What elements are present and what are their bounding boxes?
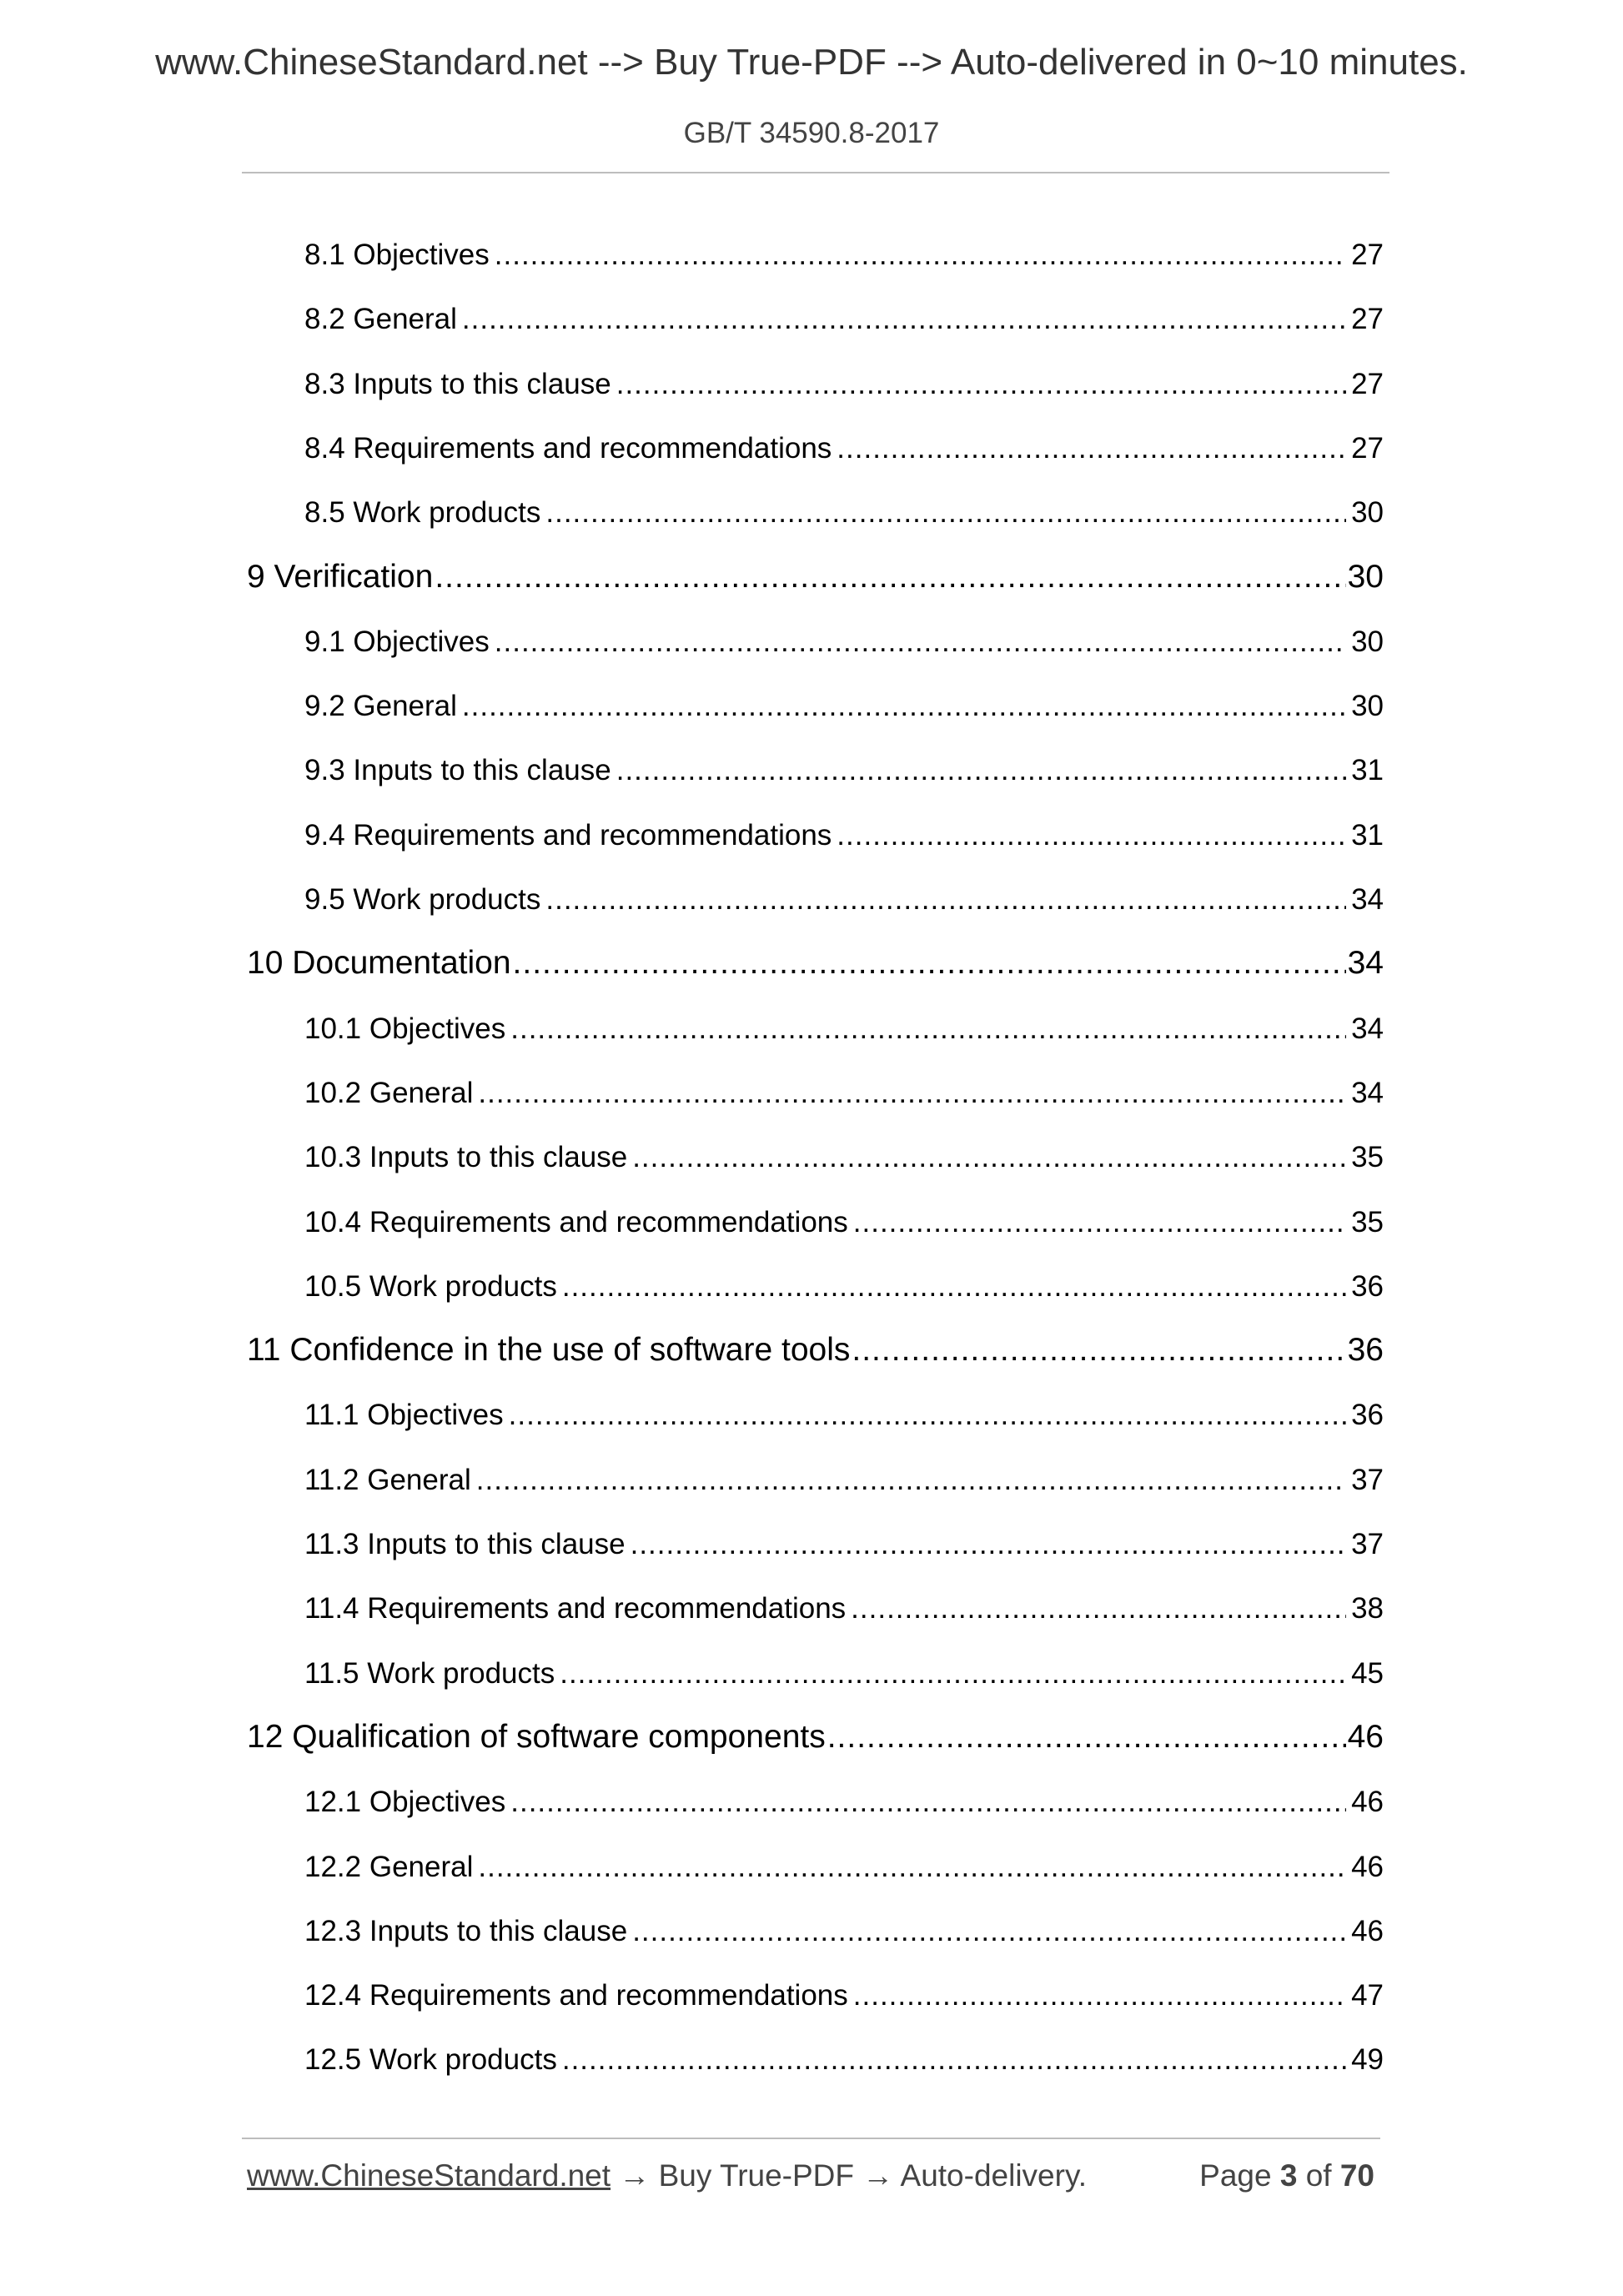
toc-dot-leader bbox=[562, 1270, 1346, 1304]
toc-entry-title: 12.2 General bbox=[304, 1850, 474, 1883]
toc-section-entry[interactable] bbox=[304, 1851, 1384, 1887]
standard-code: GB/T 34590.8-2017 bbox=[683, 117, 940, 149]
total-pages: 70 bbox=[1339, 2158, 1374, 2193]
page-indicator bbox=[1199, 2158, 1374, 2193]
toc-entry-page: 37 bbox=[1351, 1463, 1384, 1496]
toc-entry-title: 9.3 Inputs to this clause bbox=[304, 754, 611, 787]
toc-section-entry[interactable] bbox=[304, 1528, 1384, 1565]
toc-entry-title: 10.5 Work products bbox=[304, 1269, 557, 1303]
toc-entry-title: 12 Qualification of software components bbox=[247, 1718, 826, 1755]
toc-section-entry[interactable] bbox=[304, 1592, 1384, 1629]
toc-section-entry[interactable] bbox=[304, 819, 1384, 856]
toc-dot-leader bbox=[495, 625, 1346, 659]
toc-section-entry[interactable] bbox=[304, 1077, 1384, 1113]
toc-entry-page: 34 bbox=[1351, 883, 1384, 916]
toc-dot-leader bbox=[837, 819, 1346, 852]
toc-section-entry[interactable] bbox=[304, 368, 1384, 404]
toc-entry-page: 31 bbox=[1351, 754, 1384, 787]
toc-dot-leader bbox=[837, 432, 1346, 465]
toc-entry-page: 30 bbox=[1351, 690, 1384, 723]
toc-section-entry[interactable] bbox=[304, 1464, 1384, 1500]
toc-dot-leader bbox=[853, 1979, 1346, 2012]
footer-tagline: → Buy True-PDF → Auto-delivery. bbox=[619, 2158, 1087, 2193]
footer-site-link[interactable]: www.ChineseStandard.net bbox=[247, 2158, 611, 2193]
toc-dot-leader bbox=[462, 690, 1346, 723]
toc-entry-title: 10.3 Inputs to this clause bbox=[304, 1141, 628, 1174]
page-footer bbox=[247, 2158, 1381, 2200]
toc-chapter-entry[interactable] bbox=[247, 1719, 1384, 1759]
toc-section-entry[interactable] bbox=[304, 883, 1384, 920]
toc-entry-title: 11.4 Requirements and recommendations bbox=[304, 1592, 847, 1625]
toc-chapter-entry[interactable] bbox=[247, 1332, 1384, 1372]
toc-dot-leader bbox=[851, 1592, 1346, 1625]
toc-dot-leader bbox=[510, 1012, 1346, 1046]
toc-section-entry[interactable] bbox=[304, 1657, 1384, 1694]
toc-entry-page: 46 bbox=[1351, 1914, 1384, 1947]
toc-section-entry[interactable] bbox=[304, 1979, 1384, 2016]
toc-entry-page: 30 bbox=[1351, 625, 1384, 658]
footer-left bbox=[247, 2158, 1087, 2193]
of-label: of bbox=[1305, 2158, 1332, 2193]
toc-entry-page: 34 bbox=[1351, 1076, 1384, 1109]
toc-entry-page: 36 bbox=[1351, 1269, 1384, 1303]
toc-section-entry[interactable] bbox=[304, 625, 1384, 662]
toc-entry-title: 9.4 Requirements and recommendations bbox=[304, 818, 832, 852]
toc-entry-page: 27 bbox=[1351, 367, 1384, 400]
toc-section-entry[interactable] bbox=[304, 496, 1384, 533]
page-label: Page bbox=[1199, 2158, 1272, 2193]
toc-section-entry[interactable] bbox=[304, 303, 1384, 339]
toc-dot-leader bbox=[545, 883, 1346, 917]
toc-entry-page: 46 bbox=[1347, 1718, 1384, 1755]
toc-entry-page: 34 bbox=[1351, 1012, 1384, 1045]
toc-entry-title: 12.5 Work products bbox=[304, 2043, 557, 2077]
toc-entry-page: 27 bbox=[1351, 303, 1384, 336]
toc-entry-title: 8.2 General bbox=[304, 303, 457, 336]
toc-dot-leader bbox=[478, 1851, 1346, 1884]
toc-entry-page: 36 bbox=[1347, 1332, 1384, 1369]
toc-entry-page: 46 bbox=[1351, 1786, 1384, 1819]
toc-entry-page: 38 bbox=[1351, 1592, 1384, 1625]
toc-entry-page: 37 bbox=[1351, 1528, 1384, 1560]
toc-entry-page: 35 bbox=[1351, 1141, 1384, 1174]
toc-dot-leader bbox=[616, 368, 1346, 401]
toc-dot-leader bbox=[562, 2043, 1346, 2077]
toc-section-entry[interactable] bbox=[304, 239, 1384, 275]
footer-divider bbox=[242, 2138, 1380, 2139]
toc-dot-leader bbox=[509, 1399, 1346, 1432]
toc-dot-leader bbox=[853, 1206, 1346, 1239]
toc-chapter-entry[interactable] bbox=[247, 945, 1384, 985]
toc-entry-page: 30 bbox=[1351, 496, 1384, 530]
site-banner: www.ChineseStandard.net --> Buy True-PDF --> Auto-delivered in 0~10 minutes. bbox=[155, 42, 1468, 83]
toc-dot-leader bbox=[827, 1719, 1346, 1756]
toc-section-entry[interactable] bbox=[304, 2043, 1384, 2080]
toc-entry-title: 10.4 Requirements and recommendations bbox=[304, 1205, 848, 1238]
toc-entry-page: 46 bbox=[1351, 1850, 1384, 1883]
toc-entry-page: 35 bbox=[1351, 1205, 1384, 1238]
toc-dot-leader bbox=[632, 1915, 1346, 1948]
toc-entry-title: 11 Confidence in the use of software tools bbox=[247, 1332, 851, 1369]
toc-entry-title: 8.1 Objectives bbox=[304, 239, 490, 271]
toc-entry-page: 27 bbox=[1351, 239, 1384, 271]
toc-entry-title: 8.3 Inputs to this clause bbox=[304, 367, 611, 400]
toc-entry-title: 9.1 Objectives bbox=[304, 625, 490, 658]
toc-entry-page: 27 bbox=[1351, 431, 1384, 465]
toc-entry-page: 49 bbox=[1351, 2043, 1384, 2077]
toc-entry-page: 30 bbox=[1347, 558, 1384, 595]
toc-section-entry[interactable] bbox=[304, 1915, 1384, 1952]
toc-entry-title: 11.2 General bbox=[304, 1463, 471, 1496]
toc-dot-leader bbox=[513, 945, 1346, 982]
toc-dot-leader bbox=[462, 303, 1346, 336]
toc-dot-leader bbox=[631, 1528, 1346, 1561]
toc-entry-title: 10 Documentation bbox=[247, 945, 511, 982]
toc-dot-leader bbox=[632, 1141, 1346, 1174]
toc-dot-leader bbox=[616, 754, 1346, 787]
toc-dot-leader bbox=[545, 496, 1346, 530]
toc-entry-page: 47 bbox=[1351, 1979, 1384, 2012]
toc-entry-title: 11.5 Work products bbox=[304, 1656, 555, 1690]
toc-dot-leader bbox=[478, 1077, 1346, 1110]
toc-entry-title: 8.4 Requirements and recommendations bbox=[304, 431, 832, 465]
toc-section-entry[interactable] bbox=[304, 690, 1384, 726]
toc-entry-title: 12.3 Inputs to this clause bbox=[304, 1914, 628, 1947]
toc-entry-title: 12.1 Objectives bbox=[304, 1786, 506, 1819]
toc-section-entry[interactable] bbox=[304, 1141, 1384, 1178]
toc-section-entry[interactable] bbox=[304, 754, 1384, 791]
toc-dot-leader bbox=[560, 1657, 1346, 1691]
toc-entry-title: 11.3 Inputs to this clause bbox=[304, 1528, 626, 1560]
toc-chapter-entry[interactable] bbox=[247, 559, 1384, 599]
toc-entry-page: 31 bbox=[1351, 818, 1384, 852]
toc-dot-leader bbox=[435, 559, 1345, 595]
toc-entry-title: 9.5 Work products bbox=[304, 883, 541, 916]
current-page-number: 3 bbox=[1279, 2158, 1298, 2193]
toc-entry-page: 45 bbox=[1351, 1656, 1384, 1690]
toc-entry-title: 8.5 Work products bbox=[304, 496, 541, 530]
toc-entry-page: 34 bbox=[1347, 945, 1384, 982]
toc-dot-leader bbox=[476, 1464, 1346, 1497]
toc-section-entry[interactable] bbox=[304, 1206, 1384, 1243]
toc-dot-leader bbox=[510, 1786, 1346, 1819]
toc-section-entry[interactable] bbox=[304, 1399, 1384, 1435]
toc-dot-leader bbox=[495, 239, 1346, 272]
toc-section-entry[interactable] bbox=[304, 1270, 1384, 1307]
toc-entry-title: 12.4 Requirements and recommendations bbox=[304, 1979, 848, 2012]
toc-section-entry[interactable] bbox=[304, 1012, 1384, 1049]
toc-entry-title: 9.2 General bbox=[304, 690, 457, 723]
toc-entry-title: 9 Verification bbox=[247, 558, 434, 595]
toc-entry-page: 36 bbox=[1351, 1399, 1384, 1432]
toc-dot-leader bbox=[852, 1332, 1345, 1369]
toc-section-entry[interactable] bbox=[304, 1786, 1384, 1822]
toc-entry-title: 10.1 Objectives bbox=[304, 1012, 506, 1045]
toc-entry-title: 11.1 Objectives bbox=[304, 1399, 504, 1432]
toc-section-entry[interactable] bbox=[304, 432, 1384, 469]
toc-entry-title: 10.2 General bbox=[304, 1076, 474, 1109]
